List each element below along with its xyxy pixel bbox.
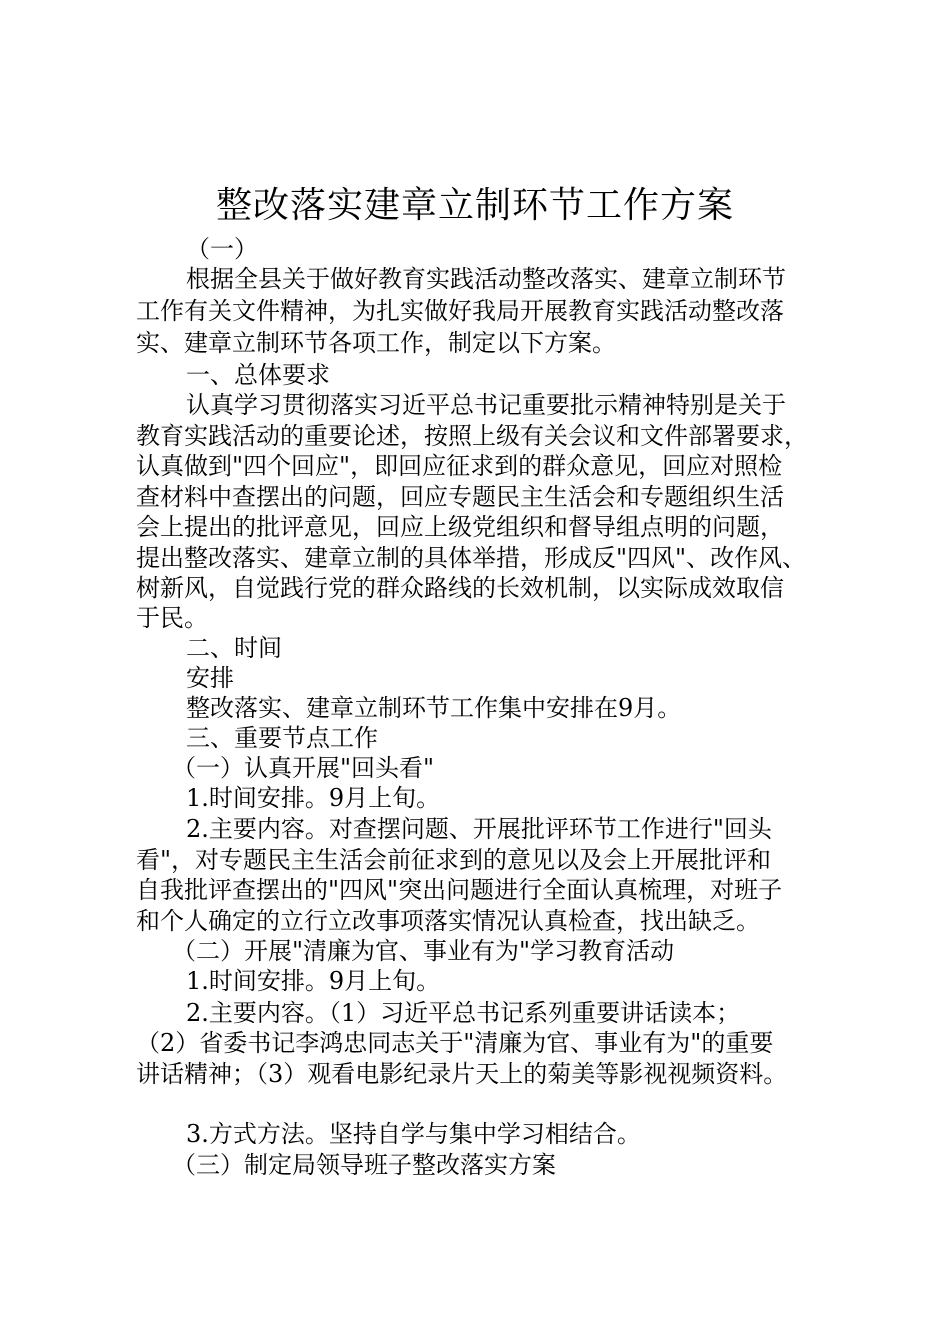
paragraph-line: 和个人确定的立行立改事项落实情况认真检查，找出缺乏。 bbox=[136, 907, 760, 935]
paragraph-line: 自我批评查摆出的"四风"突出问题进行全面认真梳理，对班子 bbox=[136, 876, 783, 904]
paragraph-line: （2）省委书记李鸿忠同志关于"清廉为官、事业有为"的重要 bbox=[136, 1029, 774, 1057]
paragraph-line: 1.时间安排。9月上旬。 bbox=[186, 967, 441, 995]
paragraph-line: 提出整改落实、建章立制的具体举措，形成反"四风"、改作风、 bbox=[136, 544, 807, 572]
section-heading-continued: 安排 bbox=[186, 664, 234, 692]
subsection-heading: （二）开展"清廉为官、事业有为"学习教育活动 bbox=[172, 937, 675, 965]
paragraph-line: 查材料中查摆出的问题，回应专题民主生活会和专题组织生活 bbox=[136, 483, 784, 511]
paragraph-line: 教育实践活动的重要论述，按照上级有关会议和文件部署要求， bbox=[136, 422, 808, 450]
section-marker: （一） bbox=[186, 235, 258, 263]
paragraph-line: 看"，对专题民主生活会前征求到的意见以及会上开展批评和 bbox=[136, 846, 772, 874]
paragraph-line: 根据全县关于做好教育实践活动整改落实、建章立制环节 bbox=[186, 265, 786, 293]
section-heading: 二、时间 bbox=[186, 634, 282, 662]
paragraph-line: 1.时间安排。9月上旬。 bbox=[186, 784, 441, 812]
subsection-heading: （一）认真开展"回头看" bbox=[172, 754, 435, 782]
paragraph-line: 树新风，自觉践行党的群众路线的长效机制，以实际成效取信 bbox=[136, 574, 784, 602]
paragraph-line: 2.主要内容。对查摆问题、开展批评环节工作进行"回头 bbox=[186, 815, 772, 843]
paragraph-line: 3.方式方法。坚持自学与集中学习相结合。 bbox=[186, 1120, 641, 1148]
subsection-heading: （三）制定局领导班子整改落实方案 bbox=[172, 1151, 556, 1179]
paragraph-line: 2.主要内容。（1）习近平总书记系列重要讲话读本； bbox=[186, 999, 741, 1027]
paragraph-line: 会上提出的批评意见，回应上级党组织和督导组点明的问题， bbox=[136, 513, 784, 541]
paragraph-line: 认真做到"四个回应"，即回应征求到的群众意见，回应对照检 bbox=[136, 452, 783, 480]
section-heading: 三、重要节点工作 bbox=[186, 724, 378, 752]
section-heading: 一、总体要求 bbox=[186, 361, 330, 389]
document-title: 整改落实建章立制环节工作方案 bbox=[215, 185, 734, 226]
paragraph-line: 于民。 bbox=[136, 604, 208, 632]
paragraph-line: 实、建章立制环节各项工作，制定以下方案。 bbox=[136, 329, 616, 357]
paragraph-line: 工作有关文件精神，为扎实做好我局开展教育实践活动整改落 bbox=[136, 297, 784, 325]
paragraph-line: 整改落实、建章立制环节工作集中安排在9月。 bbox=[186, 694, 682, 722]
paragraph-line: 认真学习贯彻落实习近平总书记重要批示精神特别是关于 bbox=[186, 391, 786, 419]
paragraph-line: 讲话精神；（3）观看电影纪录片天上的菊美等影视视频资料。 bbox=[136, 1060, 788, 1088]
